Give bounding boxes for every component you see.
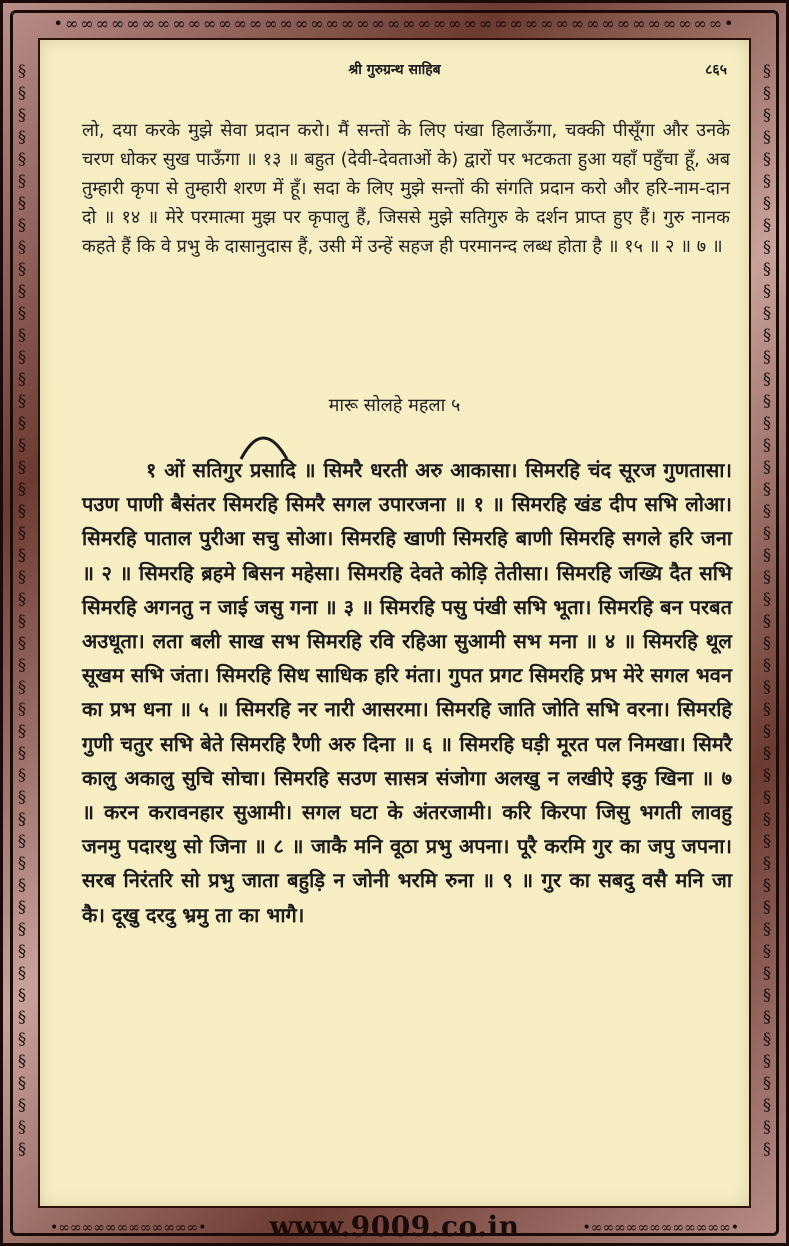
page-title: श्री गुरुग्रन्थ साहिब: [348, 62, 441, 78]
top-ornament: •∞∞∞∞∞∞∞∞∞∞∞∞∞∞∞∞∞∞∞∞∞∞∞∞∞∞∞∞∞∞∞∞∞∞∞∞∞∞∞∞∞∞∞•: [53, 14, 736, 33]
left-ornament: § § § § § § § § § § § § § § § § § § § § § § § § § § § § § § § § § § § § § § § § § § § § § § § § § §: [18, 61, 26, 1158]
footer-ornament-left: •∞∞∞∞∞∞∞∞∞∞∞∞•: [50, 1220, 207, 1236]
section-heading: मारू सोलहे महला ५: [328, 395, 461, 416]
website-footer: www.9009.co.in: [269, 1210, 520, 1243]
page-number: ८६५: [705, 62, 727, 78]
right-ornament: § § § § § § § § § § § § § § § § § § § § § § § § § § § § § § § § § § § § § § § § § § § § § § § § § §: [763, 61, 771, 1158]
verse-text: १ ओं सतिगुर प्रसादि ॥ सिमरै धरती अरु आकासा। सिमरहि चंद सूरज गुणतासा। पउण पाणी बैसंतर सिमरहि सिमरै सगल उपारजना ॥ १ ॥ सिमरहि खंड दीप सभि लोआ। सिमरहि पाताल पुरीआ सचु सोआ। सिमरहि खाणी सिमरहि बाणी सिमरहि सगले हरि जना ॥ २ ॥ सिमरहि ब्रहमे बिसन महेसा। सिमरहि देवते कोड़ि तेतीसा। सिमरहि जख्यि दैत सभि सिमरहि अगनतु न जाई जसु गना ॥ ३ ॥ सिमरहि पसु पंखी सभि भूता। सिमरहि बन परबत अउधूता। लता बली साख सभ सिमरहि रवि रहिआ सुआमी सभ मना ॥ ४ ॥ सिमरहि थूल सूखम सभि जंता। सिमरहि सिध साधिक हरि मंता। गुपत प्रगट सिमरहि प्रभ मेरे सगल भवन का प्रभ धना ॥ ५ ॥ सिमरहि नर नारी आसरमा। सिमरहि जाति जोति सभि वरना। सिमरहि गुणी चतुर सभि बेते सिमरहि रैणी अरु दिना ॥ ६ ॥ सिमरहि घड़ी मूरत पल निमखा। सिमरै कालु अकालु सुचि सोचा। सिमरहि सउण सासत्र संजोगा अलखु न लखीऐ इकु खिना ॥ ७ ॥ करन करावनहार सुआमी। सगल घटा के अंतरजामी। करि किरपा जिसु भगती लावहु जनमु पदारथु सो जिना ॥ ८ ॥ जाकै मनि वूठा प्रभु अपना। पूरै करमि गुर का जपु जपना। सरब निरंतरि सो प्रभु जाता बहुड़ि न जोनी भरमि रुना ॥ ९ ॥ गुर का सबदु वसै मनि जा कै। दूखु दरदु भ्रमु ता का भागै।: [82, 458, 732, 927]
footer-ornament-right: •∞∞∞∞∞∞∞∞∞∞∞∞•: [582, 1220, 739, 1236]
scripture-page: [38, 38, 751, 1208]
translation-paragraph: लो, दया करके मुझे सेवा प्रदान करो। मैं सन्तों के लिए पंखा हिलाऊँगा, चक्की पीसूँगा और उनके चरण धोकर सुख पाऊँगा ॥ १३ ॥ बहुत (देवी-देवताओं के) द्वारों पर भटकता हुआ यहाँ पहुँचा हूँ, अब तुम्हारी कृपा से तुम्हारी शरण में हूँ। सदा के लिए मुझे सन्तों की संगति प्रदान करो और हरि-नाम-दान दो ॥ १४ ॥ मेरे परमात्मा मुझ पर कृपालु हैं, जिससे मुझे सतिगुरु के दर्शन प्राप्त हुए हैं। गुरु नानक कहते हैं कि वे प्रभु के दासानुदास हैं, उसी में उन्हें सहज ही परमानन्द लब्ध होता है ॥ १५ ॥ २ ॥ ७ ॥: [82, 120, 730, 257]
